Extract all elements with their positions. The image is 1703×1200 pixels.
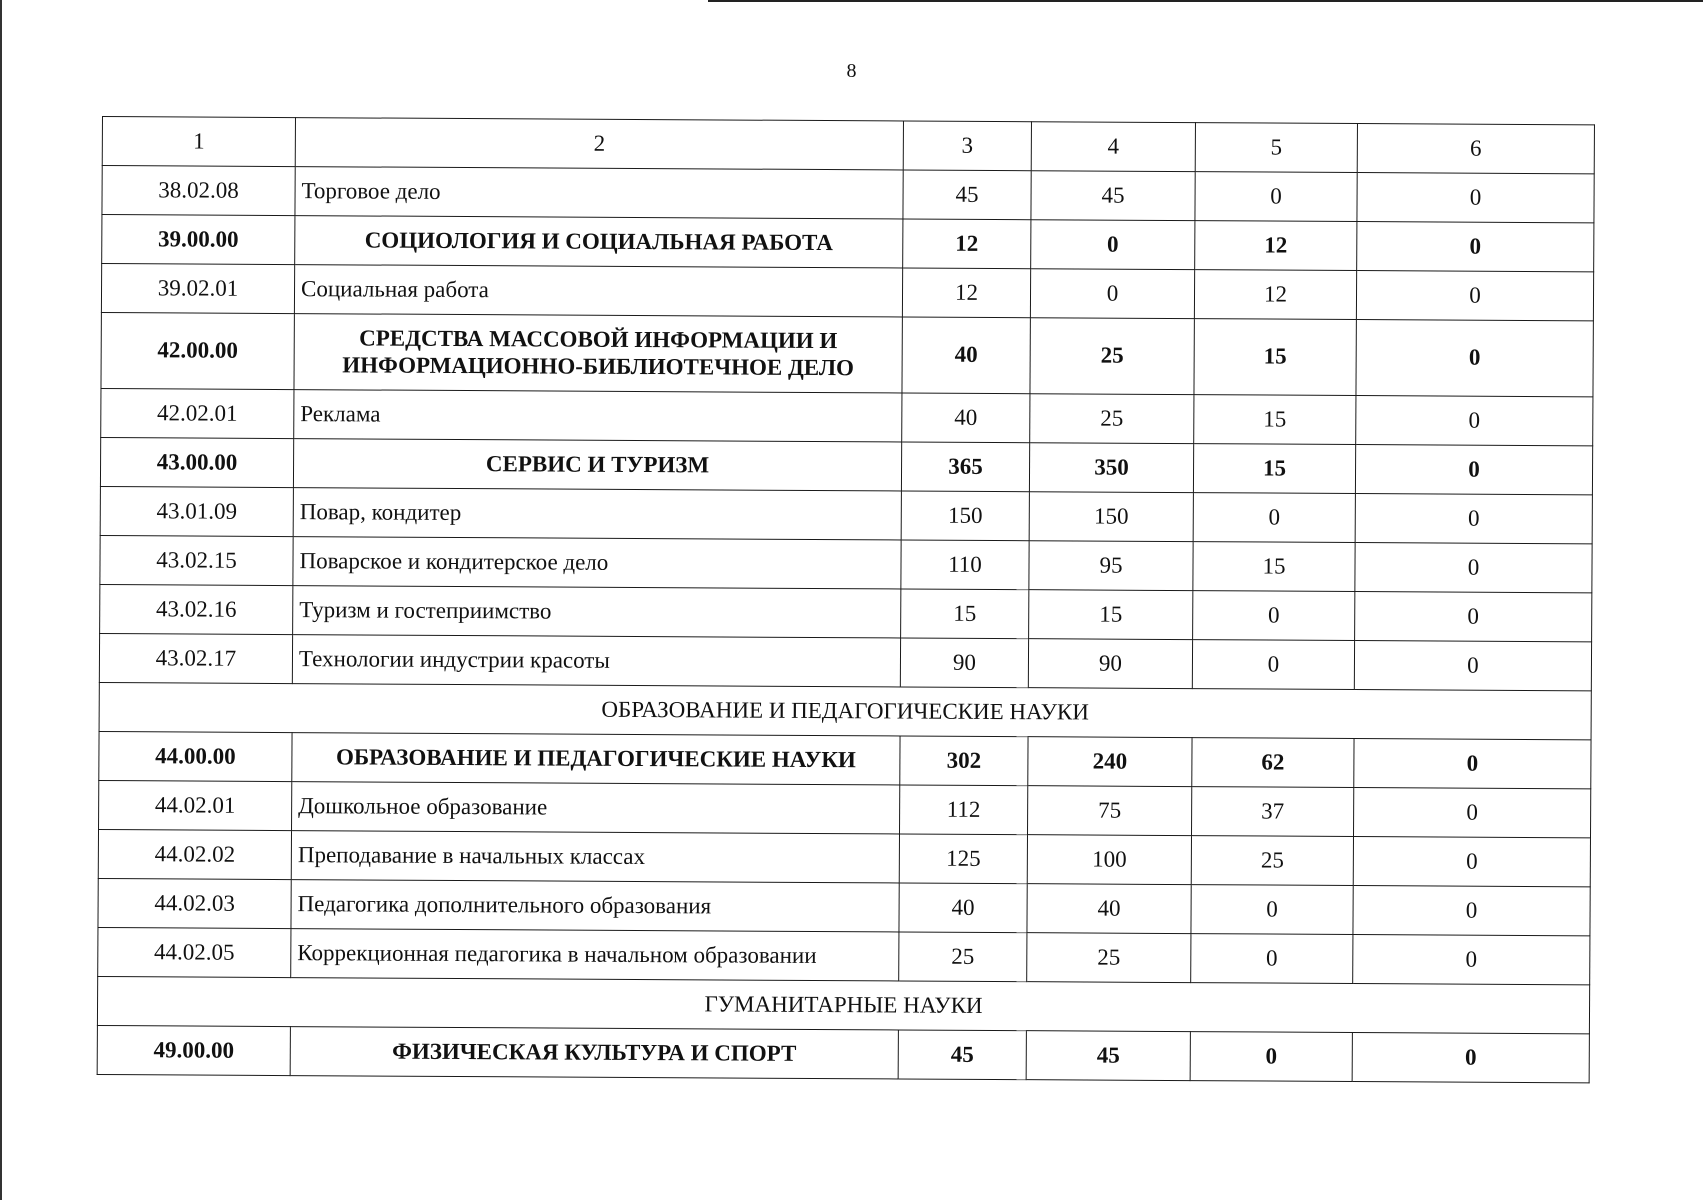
code-cell: 44.00.00 [99, 731, 292, 781]
value-cell-col5: 62 [1192, 738, 1354, 788]
document-table-container [97, 116, 1594, 1083]
header-cell-6: 6 [1357, 124, 1594, 174]
name-cell: Преподавание в начальных классах [291, 831, 899, 883]
code-cell: 38.02.08 [102, 166, 295, 216]
value-cell-col4: 240 [1028, 737, 1192, 787]
value-cell-col6: 0 [1353, 837, 1590, 887]
value-cell-col5: 15 [1194, 395, 1356, 445]
code-cell: 44.02.01 [99, 780, 292, 830]
value-cell-col5: 0 [1193, 493, 1355, 543]
header-cell-3: 3 [903, 121, 1031, 171]
scan-edge-top [708, 0, 1703, 2]
value-cell-col5: 37 [1191, 787, 1353, 837]
name-cell: Коррекционная педагогика в начальном образовании [291, 929, 899, 981]
value-cell-col5: 25 [1191, 836, 1353, 886]
value-cell-col4: 40 [1027, 884, 1191, 934]
value-cell-col6: 0 [1356, 320, 1593, 397]
value-cell-col6: 0 [1354, 739, 1591, 789]
table-row [100, 584, 1592, 641]
value-cell-col5: 0 [1192, 640, 1354, 690]
value-cell-col6: 0 [1357, 222, 1594, 272]
value-cell-col5: 0 [1190, 1032, 1352, 1082]
value-cell-col5: 15 [1193, 542, 1355, 592]
table-row [100, 486, 1592, 543]
name-cell: Дошкольное образование [292, 782, 900, 834]
table-row [99, 780, 1591, 837]
code-cell: 39.02.01 [101, 264, 294, 314]
value-cell-col5: 0 [1195, 172, 1357, 222]
value-cell-col3: 110 [901, 540, 1029, 590]
value-cell-col4: 45 [1031, 171, 1195, 221]
group-row [99, 731, 1591, 788]
group-row [102, 215, 1594, 272]
name-cell: ОБРАЗОВАНИЕ И ПЕДАГОГИЧЕСКИЕ НАУКИ [292, 733, 900, 785]
document-table [97, 116, 1595, 1083]
table-row [98, 878, 1590, 935]
group-row [100, 437, 1592, 494]
value-cell-col6: 0 [1355, 494, 1592, 544]
value-cell-col4: 0 [1030, 269, 1194, 319]
name-cell: Социальная работа [294, 265, 902, 317]
header-cell-5: 5 [1195, 123, 1357, 173]
value-cell-col3: 45 [898, 1030, 1026, 1080]
code-cell: 43.02.16 [100, 584, 293, 634]
group-row [101, 312, 1593, 396]
scan-edge-left [0, 0, 2, 1200]
value-cell-col6: 0 [1353, 886, 1590, 936]
value-cell-col5: 0 [1191, 885, 1353, 935]
value-cell-col4: 15 [1029, 590, 1193, 640]
page-number: 8 [846, 60, 857, 82]
value-cell-col6: 0 [1352, 1032, 1589, 1082]
value-cell-col4: 350 [1029, 443, 1193, 493]
header-cell-1: 1 [102, 117, 295, 167]
value-cell-col3: 12 [902, 268, 1030, 318]
code-cell: 39.00.00 [102, 215, 295, 265]
header-cell-2: 2 [295, 118, 903, 170]
code-cell: 43.02.15 [100, 535, 293, 585]
code-cell: 43.02.17 [99, 633, 292, 683]
name-cell: Технологии индустрии красоты [292, 635, 900, 687]
section-heading: ГУМАНИТАРНЫЕ НАУКИ [97, 976, 1589, 1033]
table-row [99, 633, 1591, 690]
value-cell-col6: 0 [1355, 543, 1592, 593]
code-cell: 43.01.09 [100, 486, 293, 536]
value-cell-col3: 15 [901, 589, 1029, 639]
value-cell-col6: 0 [1354, 641, 1591, 691]
value-cell-col3: 365 [901, 442, 1029, 492]
section-heading: ОБРАЗОВАНИЕ И ПЕДАГОГИЧЕСКИЕ НАУКИ [99, 682, 1591, 739]
table-row [101, 388, 1593, 445]
name-cell: Туризм и гостеприимство [293, 586, 901, 638]
value-cell-col4: 100 [1027, 835, 1191, 885]
code-cell: 44.02.05 [98, 927, 291, 977]
table-body [97, 117, 1594, 1083]
table-header-row [102, 117, 1594, 174]
name-cell: СОЦИОЛОГИЯ И СОЦИАЛЬНАЯ РАБОТА [295, 216, 903, 268]
value-cell-col3: 40 [902, 317, 1030, 394]
table-row [101, 264, 1593, 321]
section-heading-row [99, 682, 1591, 739]
value-cell-col6: 0 [1356, 396, 1593, 446]
value-cell-col5: 15 [1194, 319, 1356, 396]
code-cell: 49.00.00 [97, 1025, 290, 1075]
value-cell-col6: 0 [1353, 934, 1590, 984]
name-cell: Педагогика дополнительного образования [291, 880, 899, 932]
value-cell-col3: 125 [899, 834, 1027, 884]
code-cell: 44.02.02 [98, 829, 291, 879]
value-cell-col5: 12 [1195, 221, 1357, 271]
name-cell: ФИЗИЧЕСКАЯ КУЛЬТУРА И СПОРТ [290, 1027, 898, 1079]
value-cell-col3: 45 [903, 170, 1031, 220]
value-cell-col5: 15 [1193, 444, 1355, 494]
name-cell: СЕРВИС И ТУРИЗМ [293, 439, 901, 491]
value-cell-col3: 150 [901, 491, 1029, 541]
value-cell-col6: 0 [1357, 173, 1594, 223]
value-cell-col3: 302 [900, 736, 1028, 786]
value-cell-col4: 25 [1027, 933, 1191, 983]
value-cell-col4: 95 [1029, 541, 1193, 591]
table-row [100, 535, 1592, 592]
value-cell-col5: 0 [1191, 934, 1353, 984]
value-cell-col3: 12 [903, 219, 1031, 269]
value-cell-col3: 40 [902, 393, 1030, 443]
header-cell-4: 4 [1031, 122, 1195, 172]
value-cell-col5: 12 [1194, 270, 1356, 320]
name-cell: Поварское и кондитерское дело [293, 537, 901, 589]
table-row [102, 166, 1594, 223]
value-cell-col4: 90 [1028, 639, 1192, 689]
name-cell: Реклама [294, 390, 902, 442]
value-cell-col4: 25 [1030, 394, 1194, 444]
value-cell-col6: 0 [1355, 592, 1592, 642]
name-cell: СРЕДСТВА МАССОВОЙ ИНФОРМАЦИИ И ИНФОРМАЦИОННО-БИБЛИОТЕЧНОЕ ДЕЛО [294, 314, 902, 393]
code-cell: 43.00.00 [100, 437, 293, 487]
group-row [97, 1025, 1589, 1082]
value-cell-col3: 90 [900, 638, 1028, 688]
section-heading-row [97, 976, 1589, 1033]
value-cell-col3: 25 [899, 932, 1027, 982]
code-cell: 42.02.01 [101, 388, 294, 438]
table-row [98, 927, 1590, 984]
value-cell-col6: 0 [1356, 271, 1593, 321]
value-cell-col5: 0 [1193, 591, 1355, 641]
name-cell: Торговое дело [295, 167, 903, 219]
name-cell: Повар, кондитер [293, 488, 901, 540]
value-cell-col3: 112 [900, 785, 1028, 835]
value-cell-col4: 45 [1026, 1031, 1190, 1081]
code-cell: 44.02.03 [98, 878, 291, 928]
value-cell-col6: 0 [1353, 788, 1590, 838]
value-cell-col4: 150 [1029, 492, 1193, 542]
value-cell-col4: 25 [1030, 318, 1194, 395]
code-cell: 42.00.00 [101, 312, 294, 389]
value-cell-col4: 75 [1028, 786, 1192, 836]
value-cell-col6: 0 [1355, 445, 1592, 495]
table-row [98, 829, 1590, 886]
value-cell-col4: 0 [1031, 220, 1195, 270]
value-cell-col3: 40 [899, 883, 1027, 933]
